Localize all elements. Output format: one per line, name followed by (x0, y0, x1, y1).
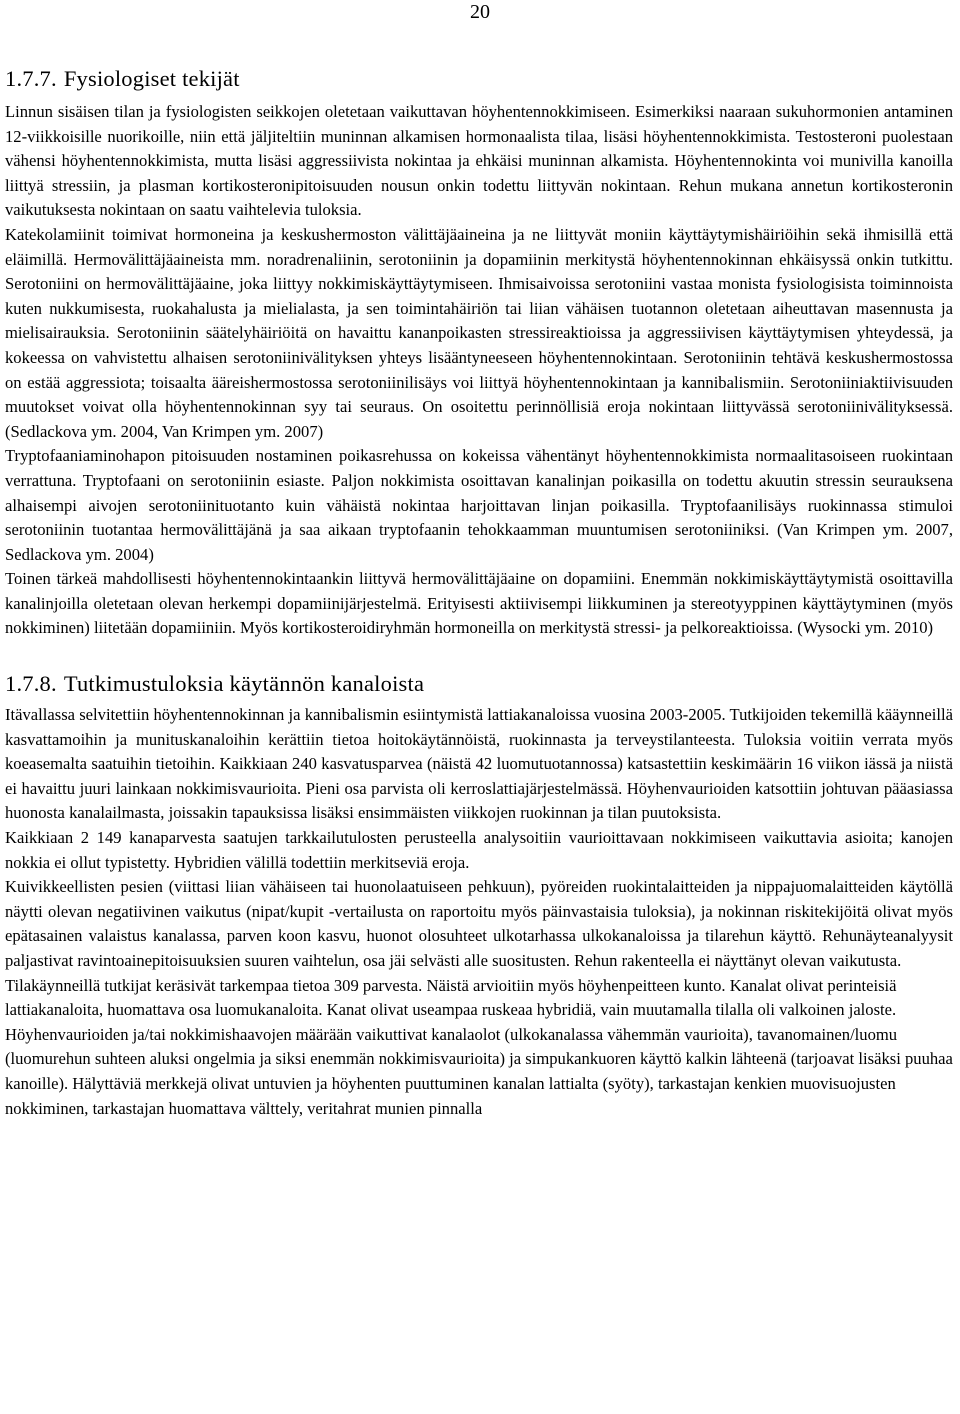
section-title: Fysiologiset tekijät (63, 66, 240, 91)
document-body (5, 60, 953, 1121)
page-number: 20 (470, 1, 490, 23)
paragraph: Itävallassa selvitettiin höyhentennokinnan ja kannibalismin esiintymistä lattiakanaloissa vuosina 2003-2005. Tutkijoiden tekemillä kääynneillä kasvattamoihin ja munituskanaloihin kerättiin tietoa hoitokäytännöistä, ruokinnasta ja terveystilanteesta. Tuloksia voitiin verrata myös koeasemalta saatuihin tietoihin. Kaikkiaan 240 kasvatusparvea (näistä 42 luomutuotannossa) katsastettiin keskimäärin 16 viikon iässä ja niistä ei havaittu juuri lainkaan nokkimisvaurioita. Pieni osa parvista oli kerroslattiajärjestelmässä. Höyhenvaurioiden katsottiin johtuvan pääasiassa huonosta kanalailmasta, joissakin tapauksissa lisäksi ensimmäisten viikkojen ruokinnan ja tilan puutoksista. (5, 705, 953, 823)
paragraph: Kaikkiaan 2 149 kanaparvesta saatujen tarkkailutulosten perusteella analysoitiin vaurioittavaan nokkimiseen vaikuttavia asioita; kanojen nokkia ei ollut typistetty. Hybridien välillä todettiin merkitseviä eroja. (5, 828, 953, 872)
section-number: 1.7.7. (5, 66, 57, 91)
section-fysiologiset-tekijat (5, 60, 953, 641)
paragraph: Tryptofaaniaminohapon pitoisuuden nostaminen poikasrehussa on kokeissa vähentänyt höyhentennokkimista normaalitasoiseen ruokintaan verrattuna. Tryptofaani on serotoniinin esiaste. Paljon nokkimista osoittavan kanalinjan poikasilla on todettu akuutin stressin seurauksena alhaisempi aivojen serotoniinituotanto kuin vähäistä nokintaa harjoittavan linjan poikasilla. Tryptofaanilisäys ruokinnassa stimuloi serotoniinin tuotantaa hermovälittäjänä ja saa aikaan tryptofaanin tehokkaamman muuntumisen serotoniiniksi. (Van Krimpen ym. 2007, Sedlackova ym. 2004) (5, 446, 953, 564)
paragraph: Kuivikkeellisten pesien (viittasi liian vähäiseen tai huonolaatuiseen pehkuun), pyöreiden ruokintalaitteiden ja nippajuomalaitteiden käytöllä näytti olevan negatiivinen vaikutus (nipat/kupit -vertailusta on raportoitu myös päinvastaisia tuloksia), ja nokinnan riskitekijöitä olivat myös epätasainen valaistus kanalassa, parven koon kasvu, huonot olosuhteet ulkotarhassa ulkokanaloissa ja tilarehun käyttö. Rehunäyteanalyysit paljastivat ravintoainepitoisuuksien suuren vaihtelun, osa jäi selvästi alle suositusten. Rehun rakenteella ei näyttänyt olevan vaikutusta. (5, 877, 953, 970)
paragraph: Tilakäynneillä tutkijat keräsivät tarkempaa tietoa 309 parvesta. Näistä arvioitiin myös höyhenpeitteen kunto. Kanalat olivat perinteisiä lattiakanaloita, huomattava osa luomukanaloita. Kanat olivat useampaa ruskeaa hybridiä, vain muutamalla tilalla oli valkoinen jaloste. Höyhenvaurioiden ja/tai nokkimishaavojen määrään vaikuttivat kanalaolot (ulkokanalassa vähemmän vaurioita), tavanomainen/luomu (luomurehun suhteen aluksi ongelmia ja siksi enemmän nokkimisvaurioita) ja simpukankuoren käyttö kalkin lähteenä (tarjoavat lisäksi puuhaa kanoille). Hälyttäviä merkkejä olivat untuvien ja höyhenten puuttuminen kanalan lattialta (syöty), tarkastajan kenkien muovisuojusten nokkiminen, tarkastajan huomattava välttely, veritahrat munien pinnalla (5, 975, 953, 1118)
paragraph: Katekolamiinit toimivat hormoneina ja keskushermoston välittäjäaineina ja ne liittyvät moniin käyttäytymishäiriöihin sekä ihmisillä että eläimillä. Hermovälittäjäaineista mm. noradrenaliinin, serotoniinin ja dopamiinin merkitystä höyhentennokinnan ehkäisyssä onkin tutkittu. Serotoniini on hermovälittäjäaine, joka liittyy nokkimiskäyttäytymiseen. Ihmisaivoissa serotoniini vastaa monista fysiologisista toiminnoista kuten nukkumisesta, ruokahalusta ja mielialasta, ja sen toimintahäiriön tai liian vähäisen tuotannon oletetaan aiheuttavan masennusta ja mielisairauksia. Serotoniinin säätelyhäiriöitä on havaittu kananpoikasten stressireaktioissa ja aggressiivisen käyttäytymisen yhteydessä, ja kokeessa on vahvistettu alhaisen serotoniinivälityksen yhteys lisääntyneeseen höyhentennokintaan. Serotoniinin tehtävä keskushermostossa on estää aggressiota; toisaalta ääreishermostossa serotoniinilisäys voi liittyä höyhentennokintaan ja kannibalismiin. Serotoniiniaktiivisuuden muutokset voivat olla höyhentennokinnan syy tai seuraus. On osoitettu perinnöllisiä eroja nokintaan liittyvässä serotoniinivälityksessä. (Sedlackova ym. 2004, Van Krimpen ym. 2007) (5, 224, 953, 441)
paragraph: Linnun sisäisen tilan ja fysiologisten seikkojen oletetaan vaikuttavan höyhentennokkimiseen. Esimerkiksi naaraan sukuhormonien antaminen 12-viikkoisille nuorikoille, niin että jäljiteltiin muninnan alkamisen hormonaalista tilaa, lisäsi höyhentennokkimista. Testosteroni puolestaan vähensi höyhentennokkimista, mutta lisäsi aggressiivista nokintaa ja ehkäisi muninnan alkamista. Höyhentennokinta voi munivilla kanoilla liittyä stressiin, ja plasman kortikosteronipitoisuuden nousun onkin todettu liittyvän nokintaan. Rehun mukana annetun kortikosteronin vaikutuksesta nokintaan on saatu vaihtelevia tuloksia. (5, 102, 953, 220)
section-number: 1.7.8. (5, 671, 57, 697)
section-tutkimustuloksia (5, 665, 953, 1121)
section-heading (5, 60, 953, 98)
section-heading (5, 665, 953, 703)
paragraph: Toinen tärkeä mahdollisesti höyhentennokintaankin liittyvä hermovälittäjäaine on dopamiini. Enemmän nokkimiskäyttäytymistä osoittavilla kanalinjoilla oletetaan olevan herkempi dopamiinijärjestelmä. Erityisesti aktiivisempi liikkuminen ja stereotyyppinen käyttäytyminen (myös nokkiminen) liitetään dopamiiniin. Myös kortikosteroidiryhmän hormoneilla on merkitystä stressi- ja pelkoreaktioissa. (Wysocki ym. 2010) (5, 569, 953, 638)
section-title: Tutkimustuloksia käytännön kanaloista (63, 671, 425, 697)
